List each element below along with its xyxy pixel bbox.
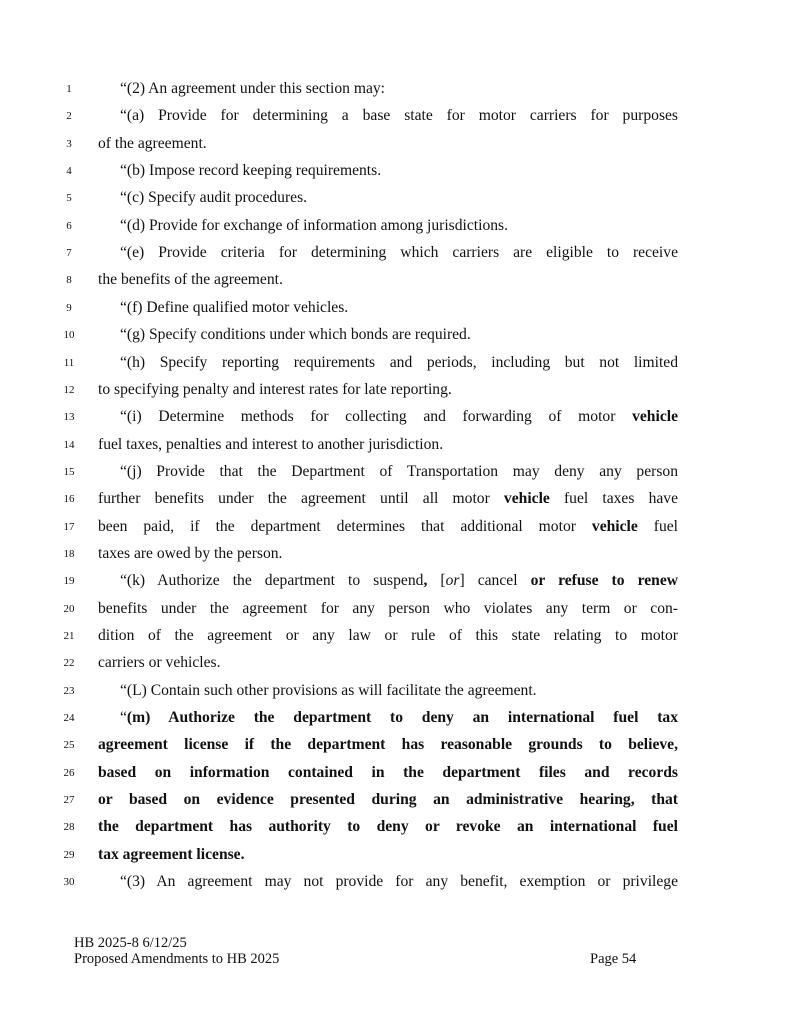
document-line [0, 184, 800, 211]
document-line [0, 704, 800, 731]
text-run: ] cancel [459, 572, 531, 590]
document-line [0, 266, 800, 293]
text-run: “(h) Specify reporting requirements and periods, including but not limited [120, 353, 678, 371]
bold-text: (m) Authorize the department to deny an international fuel tax [126, 709, 678, 727]
bold-text: or based on evidence presented during an administrative hearing, that [98, 791, 678, 809]
document-line [0, 540, 800, 567]
line-text [98, 540, 678, 567]
document-line [0, 376, 800, 403]
line-number: 25 [63, 739, 75, 752]
document-line [0, 868, 800, 895]
line-text [120, 403, 678, 430]
document-line [0, 321, 800, 348]
line-text [98, 485, 678, 512]
text-run: fuel taxes, penalties and interest to another jurisdiction. [98, 435, 444, 453]
document-line [0, 813, 800, 840]
line-text [98, 595, 678, 622]
italic-text: or [445, 572, 460, 590]
document-line [0, 649, 800, 676]
document-line [0, 212, 800, 239]
line-number: 13 [63, 411, 75, 424]
text-run: “(i) Determine methods for collecting and forwarding of motor [120, 408, 633, 426]
line-number: 19 [63, 575, 75, 588]
bold-text: based on information contained in the department files and records [98, 763, 678, 781]
line-number: 5 [66, 192, 72, 205]
line-number: 3 [66, 137, 72, 150]
text-run: “(L) Contain such other provisions as will facilitate the agreement. [120, 681, 537, 699]
line-text [120, 294, 678, 321]
document-line [0, 513, 800, 540]
line-number: 4 [66, 165, 72, 178]
text-run: “(d) Provide for exchange of information among jurisdictions. [120, 216, 509, 234]
text-run: carriers or vehicles. [98, 654, 221, 672]
line-number: 18 [63, 547, 75, 560]
line-number: 1 [66, 83, 72, 95]
bold-text: tax agreement license. [98, 845, 245, 863]
document-line [0, 731, 800, 758]
line-text [120, 212, 678, 239]
document-line [0, 130, 800, 157]
text-run: “(j) Provide that the Department of Transportation may deny any person [120, 462, 678, 480]
line-number: 20 [63, 602, 75, 615]
text-run: “(b) Impose record keeping requirements. [120, 162, 382, 180]
line-number: 11 [63, 356, 75, 369]
text-run: “ [120, 709, 127, 727]
text-run: “(e) Provide criteria for determining which carriers are eligible to receive [120, 244, 678, 262]
document-line [0, 786, 800, 813]
text-run: “(g) Specify conditions under which bonds are required. [120, 326, 471, 344]
text-run: to specifying penalty and interest rates for late reporting. [98, 380, 452, 398]
line-text [98, 622, 678, 649]
line-number: 2 [66, 110, 72, 123]
line-text [98, 376, 678, 403]
line-text [120, 321, 678, 348]
line-number: 12 [63, 383, 75, 396]
document-line [0, 75, 800, 102]
line-text [98, 841, 678, 868]
footer-bill-id: HB 2025-8 6/12/25 [74, 935, 187, 951]
line-text [98, 513, 678, 540]
line-number: 28 [63, 821, 75, 834]
text-run: fuel taxes have [549, 490, 678, 508]
document-line [0, 485, 800, 512]
document-line [0, 759, 800, 786]
line-text [98, 759, 678, 786]
document-line [0, 431, 800, 458]
line-number: 15 [63, 465, 75, 478]
line-number: 7 [66, 247, 72, 260]
footer-page-number: Page 54 [590, 951, 637, 967]
text-run: further benefits under the agreement until all motor [98, 490, 504, 508]
text-run: “(c) Specify audit procedures. [120, 189, 308, 207]
line-text [120, 567, 678, 594]
document-line [0, 595, 800, 622]
text-run: of the agreement. [98, 134, 207, 152]
line-text [120, 349, 678, 376]
bold-text: or refuse to renew [530, 572, 678, 590]
text-run: “(3) An agreement may not provide for any benefit, exemption or privilege [120, 873, 678, 891]
line-text [98, 786, 678, 813]
bold-text: vehicle [632, 408, 678, 426]
bold-text: agreement license if the department has reasonable grounds to believe, [98, 736, 678, 754]
bold-text: , [423, 572, 428, 590]
document-line [0, 841, 800, 868]
line-number: 29 [63, 848, 75, 861]
line-number: 17 [63, 520, 75, 533]
text-run: the benefits of the agreement. [98, 271, 283, 289]
text-run: “(k) Authorize the department to suspend [120, 572, 424, 590]
line-text [98, 130, 678, 157]
text-run: [ [427, 572, 446, 590]
text-run: “(a) Provide for determining a base state for motor carriers for purposes [120, 107, 678, 125]
line-number: 22 [63, 657, 75, 670]
text-run: benefits under the agreement for any person who violates any term or con- [98, 599, 678, 617]
document-line [0, 567, 800, 594]
line-text [120, 102, 678, 129]
bold-text: the department has authority to deny or revoke an international fuel [98, 818, 678, 836]
line-text [120, 458, 678, 485]
text-run: been paid, if the department determines that additional motor [98, 517, 592, 535]
text-run: “(2) An agreement under this section may: [120, 80, 386, 97]
line-text [98, 649, 678, 676]
line-number: 26 [63, 766, 75, 779]
line-number: 27 [63, 794, 75, 807]
document-line [0, 349, 800, 376]
document-line [0, 239, 800, 266]
document-line [0, 102, 800, 129]
line-number: 14 [63, 438, 75, 451]
line-text [120, 75, 678, 102]
line-text [98, 731, 678, 758]
line-text [98, 813, 678, 840]
line-number: 9 [66, 301, 72, 314]
document-line [0, 294, 800, 321]
document-line [0, 622, 800, 649]
text-run: dition of the agreement or any law or rule of this state relating to motor [98, 627, 678, 644]
document-line [0, 458, 800, 485]
line-text [120, 239, 678, 266]
text-run: taxes are owed by the person. [98, 544, 283, 562]
line-text [120, 704, 678, 731]
line-number: 16 [63, 493, 75, 506]
line-number: 10 [63, 329, 75, 342]
bold-text: vehicle [591, 517, 638, 535]
line-number: 6 [66, 219, 72, 232]
document-line [0, 157, 800, 184]
text-run: “(f) Define qualified motor vehicles. [120, 298, 349, 316]
line-text [98, 266, 678, 293]
document-line [0, 677, 800, 704]
line-text [98, 431, 678, 458]
bold-text: vehicle [503, 490, 550, 508]
line-number: 8 [66, 274, 72, 287]
line-text [120, 868, 678, 895]
document-line [0, 403, 800, 430]
line-number: 21 [63, 630, 75, 642]
line-number: 24 [63, 712, 75, 725]
line-number: 23 [63, 684, 75, 697]
line-text [120, 184, 678, 211]
text-run: fuel [637, 517, 678, 535]
footer-title: Proposed Amendments to HB 2025 [74, 951, 280, 967]
line-text [120, 677, 678, 704]
line-number: 30 [63, 876, 75, 889]
line-text [120, 157, 678, 184]
